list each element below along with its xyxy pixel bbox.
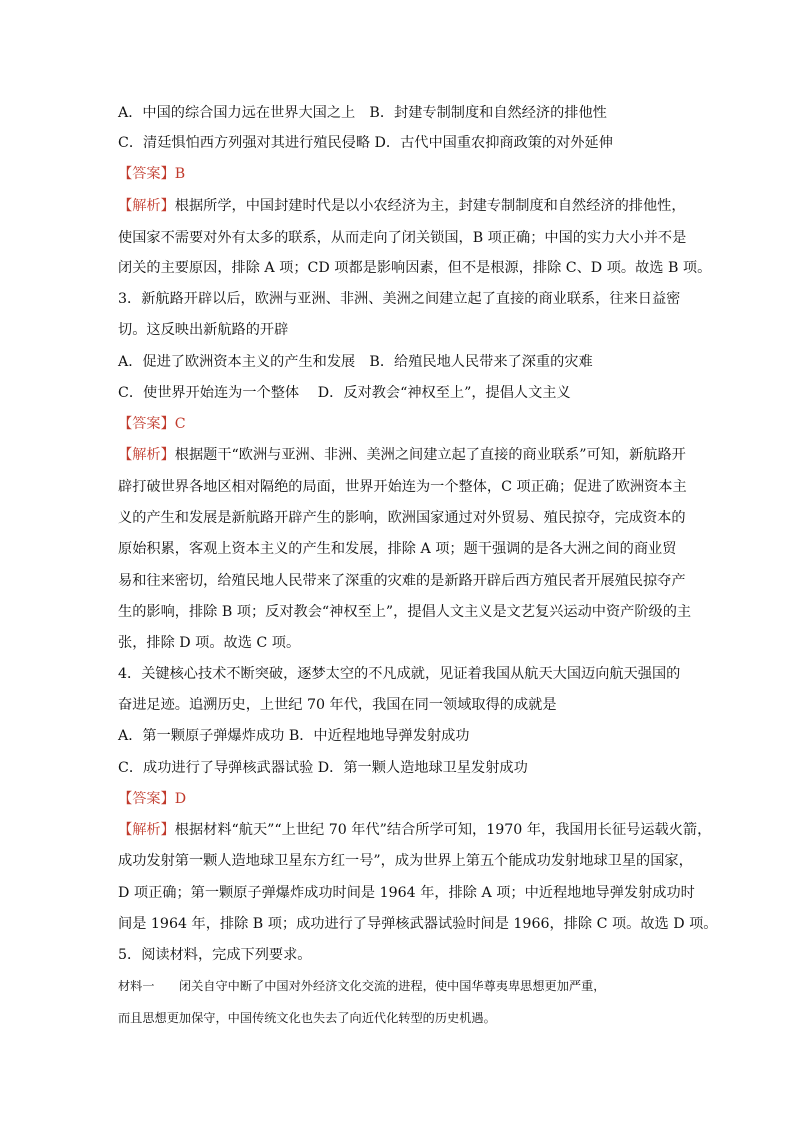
q4-options-cd: C．成功进行了导弹核武器试验 D．第一颗人造地球卫星发射成功 (118, 760, 528, 776)
q3-analysis-line-1: 【解析】根据题干“欧洲与亚洲、非洲、美洲之间建立起了直接的商业联系”可知，新航路开 (118, 447, 686, 463)
q3-analysis-line-2: 辟打破世界各地区相对隔绝的局面，世界开始连为一个整体，C 项正确；促进了欧洲资本主 (118, 479, 687, 495)
q2-analysis-text-1: 根据所学，中国封建时代是以小农经济为主，封建专制制度和自然经济的排他性， (174, 198, 686, 214)
q5-material-line-2: 而且思想更加保守，中国传统文化也失去了向近代化转型的历史机遇。 (118, 1011, 496, 1025)
q4-analysis-line-3: D 项正确；第一颗原子弹爆炸成功时间是 1964 年，排除 A 项；中近程地地导弹发射成功时 (118, 885, 695, 901)
q3-stem-line-1: 3．新航路开辟以后，欧洲与亚洲、非洲、美洲之间建立起了直接的商业联系，往来日益密 (118, 291, 681, 307)
q2-options-cd: C．清廷惧怕西方列强对其进行殖民侵略 D．古代中国重农抑商政策的对外延伸 (118, 135, 613, 151)
q3-stem-line-2: 切。这反映出新航路的开辟 (118, 322, 289, 338)
q3-answer: 【答案】C (118, 416, 186, 432)
q4-stem-line-1: 4．关键核心技术不断突破，逐梦太空的不凡成就，见证着我国从航天大国迈向航天强国的 (118, 666, 681, 682)
q3-options-cd: C．使世界开始连为一个整体 D．反对教会“神权至上”，提倡人文主义 (118, 385, 571, 401)
q4-stem-line-2: 奋进足迹。追溯历史，上世纪 70 年代，我国在同一领域取得的成就是 (118, 697, 557, 713)
q3-analysis-line-7: 张，排除 D 项。故选 C 项。 (118, 635, 301, 651)
q2-answer: 【答案】B (118, 166, 186, 182)
q2-analysis-line-2: 使国家不需要对外有太多的联系，从而走向了闭关锁国，B 项正确；中国的实力大小并不是 (118, 230, 687, 246)
q2-options-ab: A．中国的综合国力远在世界大国之上 B．封建专制制度和自然经济的排他性 (118, 105, 607, 121)
q3-analysis-line-5: 易和往来密切，给殖民地人民带来了深重的灾难的是新路开辟后西方殖民者开展殖民掠夺产 (118, 573, 686, 589)
q5-material-line-1: 材料一 闭关自守中断了中国对外经济文化交流的进程，使中国华尊夷卑思想更加严重， (118, 979, 606, 993)
q4-answer: 【答案】D (118, 791, 187, 807)
q4-options-ab: A．第一颗原子弹爆炸成功 B．中近程地地导弹发射成功 (118, 728, 470, 744)
q4-analysis-line-2: 成功发射第一颗人造地球卫星东方红一号”，成为世界上第五个能成功发射地球卫星的国家， (118, 853, 693, 869)
q2-analysis-line-3: 闭关的主要原因，排除 A 项；CD 项都是影响因素，但不是根源，排除 C、D 项。故选 B 项。 (118, 260, 712, 276)
q3-analysis-line-4: 原始积累，客观上资本主义的产生和发展，排除 A 项；题干强调的是各大洲之间的商业贸 (118, 541, 677, 557)
q3-analysis-line-6: 生的影响，排除 B 项；反对教会“神权至上”，提倡人文主义是文艺复兴运动中资产阶级的主 (118, 604, 692, 620)
q3-analysis-line-3: 义的产生和发展是新航路开辟产生的影响，欧洲国家通过对外贸易、殖民掠夺，完成资本的 (118, 510, 686, 526)
q3-options-ab: A．促进了欧洲资本主义的产生和发展 B．给殖民地人民带来了深重的灾难 (118, 354, 593, 370)
q2-analysis-line-1: 【解析】根据所学，中国封建时代是以小农经济为主，封建专制制度和自然经济的排他性， (118, 198, 686, 214)
q3-analysis-text-1: 根据题干“欧洲与亚洲、非洲、美洲之间建立起了直接的商业联系”可知，新航路开 (174, 447, 686, 463)
q5-stem: 5．阅读材料，完成下列要求。 (118, 947, 312, 963)
q4-analysis-line-1: 【解析】根据材料“航天”“上世纪 70 年代”结合所学可知，1970 年，我国用长征号运载火箭， (118, 822, 712, 838)
q4-analysis-line-4: 间是 1964 年，排除 B 项；成功进行了导弹核武器试验时间是 1966，排除 C 项。故选 D 项。 (118, 916, 718, 932)
q4-analysis-text-1: 根据材料“航天”“上世纪 70 年代”结合所学可知，1970 年，我国用长征号运载火箭， (174, 822, 712, 838)
